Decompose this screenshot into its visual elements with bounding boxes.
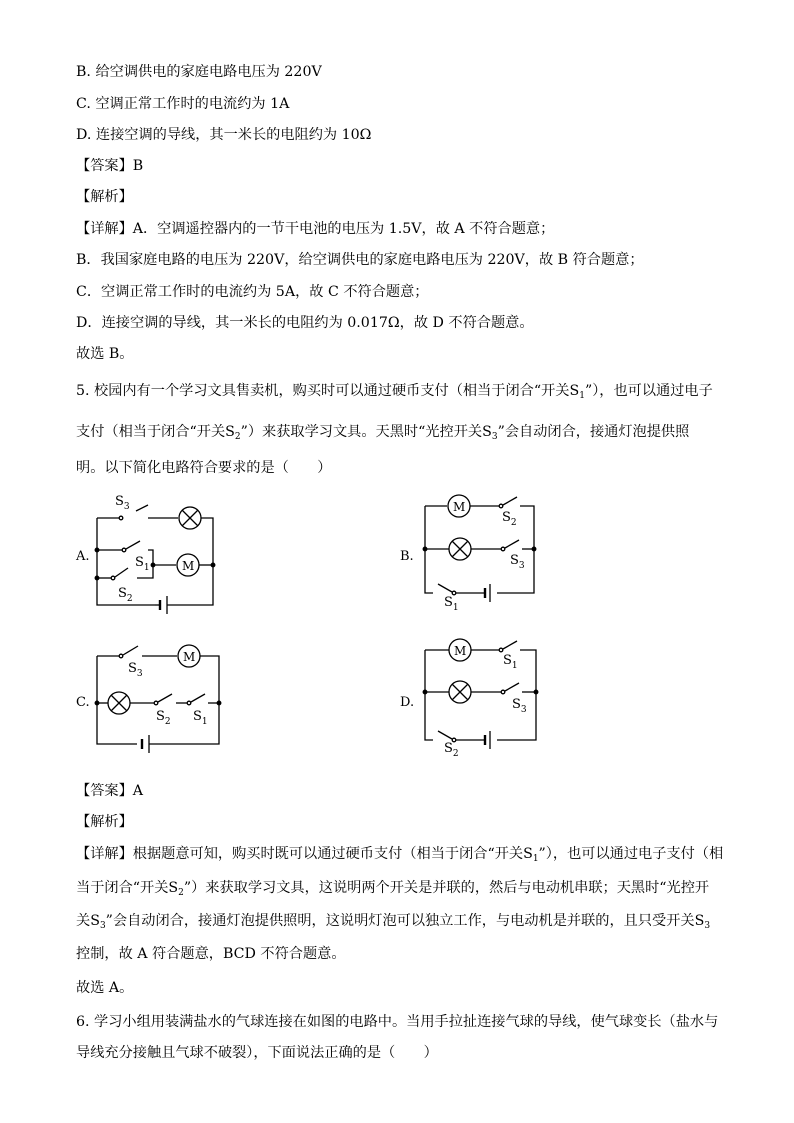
circuit-option-b-label: B. — [400, 549, 414, 564]
question-5-line-3: 明。以下简化电路符合要求的是（ ） — [76, 460, 332, 476]
switch-label-s1: $S_1$ — [503, 653, 518, 671]
answer-label-2: 【答案】A — [76, 783, 143, 799]
conclusion-1: 故选 B。 — [76, 346, 134, 362]
detail5-line-1: 【详解】根据题意可知，购买时既可以通过硬币支付（相当于闭合“开关$S_1$”），也可以通过电子支付（相 — [76, 846, 724, 864]
circuit-option-a-label: A. — [76, 549, 90, 564]
switch-label-s1: $S_1$ — [135, 555, 150, 573]
conclusion-2: 故选 A。 — [76, 980, 134, 996]
answer-label: 【答案】B — [76, 158, 144, 174]
detail-line-3: C．空调正常工作时的电流约为 5A，故 C 不符合题意； — [76, 284, 429, 300]
detail-line-4: D．连接空调的导线，其一米长的电阻约为 0.017Ω，故 D 不符合题意。 — [76, 315, 534, 331]
lamp-icon — [179, 507, 201, 529]
analysis-label: 【解析】 — [76, 189, 133, 205]
question-6-line-2: 导线充分接触且气球不破裂），下面说法正确的是（ ） — [76, 1045, 438, 1061]
circuit-option-d-label: D. — [400, 695, 415, 710]
switch-label-s2: $S_2$ — [502, 510, 517, 528]
switch-label-s1: $S_1$ — [193, 709, 208, 727]
lamp-icon — [449, 681, 471, 703]
option-d-text: D. 连接空调的导线，其一米长的电阻约为 10Ω — [76, 127, 372, 143]
switch-label-s2: $S_2$ — [444, 741, 459, 759]
lamp-icon — [108, 692, 130, 714]
question-6-line-1: 6. 学习小组用装满盐水的气球连接在如图的电路中。当用手拉扯连接气球的导线，使气球变长（盐水与 — [76, 1014, 719, 1030]
switch-label-s3: $S_3$ — [510, 553, 525, 571]
motor-label: M — [183, 650, 196, 664]
circuit-a — [95, 505, 215, 614]
circuit-option-c-label: C. — [76, 695, 90, 710]
battery-icon — [485, 584, 490, 602]
circuit-b — [423, 495, 536, 602]
detail5-line-4: 控制，故 A 符合题意，BCD 不符合题意。 — [76, 946, 346, 962]
switch-label-s3: $S_3$ — [512, 697, 527, 715]
question-5-line-1: 5. 校园内有一个学习文具售卖机，购买时可以通过硬币支付（相当于闭合“开关$S_1$”），也可以通过电子 — [76, 383, 713, 401]
lamp-icon — [449, 538, 471, 560]
detail-line-2: B．我国家庭电路的电压为 220V，给空调供电的家庭电路电压为 220V，故 B 符合题意； — [76, 252, 644, 268]
switch-label-s3: $S_3$ — [128, 661, 143, 679]
switch-label-s2: $S_2$ — [118, 586, 133, 604]
detail-line-1: 【详解】A．空调遥控器内的一节干电池的电压为 1.5V，故 A 不符合题意； — [76, 221, 555, 237]
option-b-text: B. 给空调供电的家庭电路电压为 220V — [76, 64, 322, 80]
detail5-line-2: 当于闭合“开关$S_2$”）来获取学习文具，这说明两个开关是并联的，然后与电动机串联；天黑时“光控开 — [76, 880, 710, 898]
motor-label: M — [182, 559, 195, 573]
detail5-line-3: 关$S_3$”会自动闭合，接通灯泡提供照明，这说明灯泡可以独立工作，与电动机是并联的，且只受开关$S_3$ — [76, 913, 711, 931]
motor-label: M — [454, 644, 467, 658]
circuit-c — [95, 645, 221, 753]
battery-icon — [142, 735, 149, 753]
switch-label-s3: $S_3$ — [115, 494, 130, 512]
analysis-label-2: 【解析】 — [76, 814, 133, 830]
option-c-text: C. 空调正常工作时的电流约为 1A — [76, 96, 290, 112]
battery-icon — [485, 731, 490, 749]
switch-label-s2: $S_2$ — [156, 709, 171, 727]
switch-label-s1: $S_1$ — [444, 595, 459, 613]
circuit-d — [423, 639, 538, 749]
battery-icon — [160, 596, 167, 614]
question-5-line-2: 支付（相当于闭合“开关$S_2$”）来获取学习文具。天黑时“光控开关$S_3$”会自动闭合，接通灯泡提供照 — [76, 424, 690, 442]
motor-label: M — [453, 500, 466, 514]
